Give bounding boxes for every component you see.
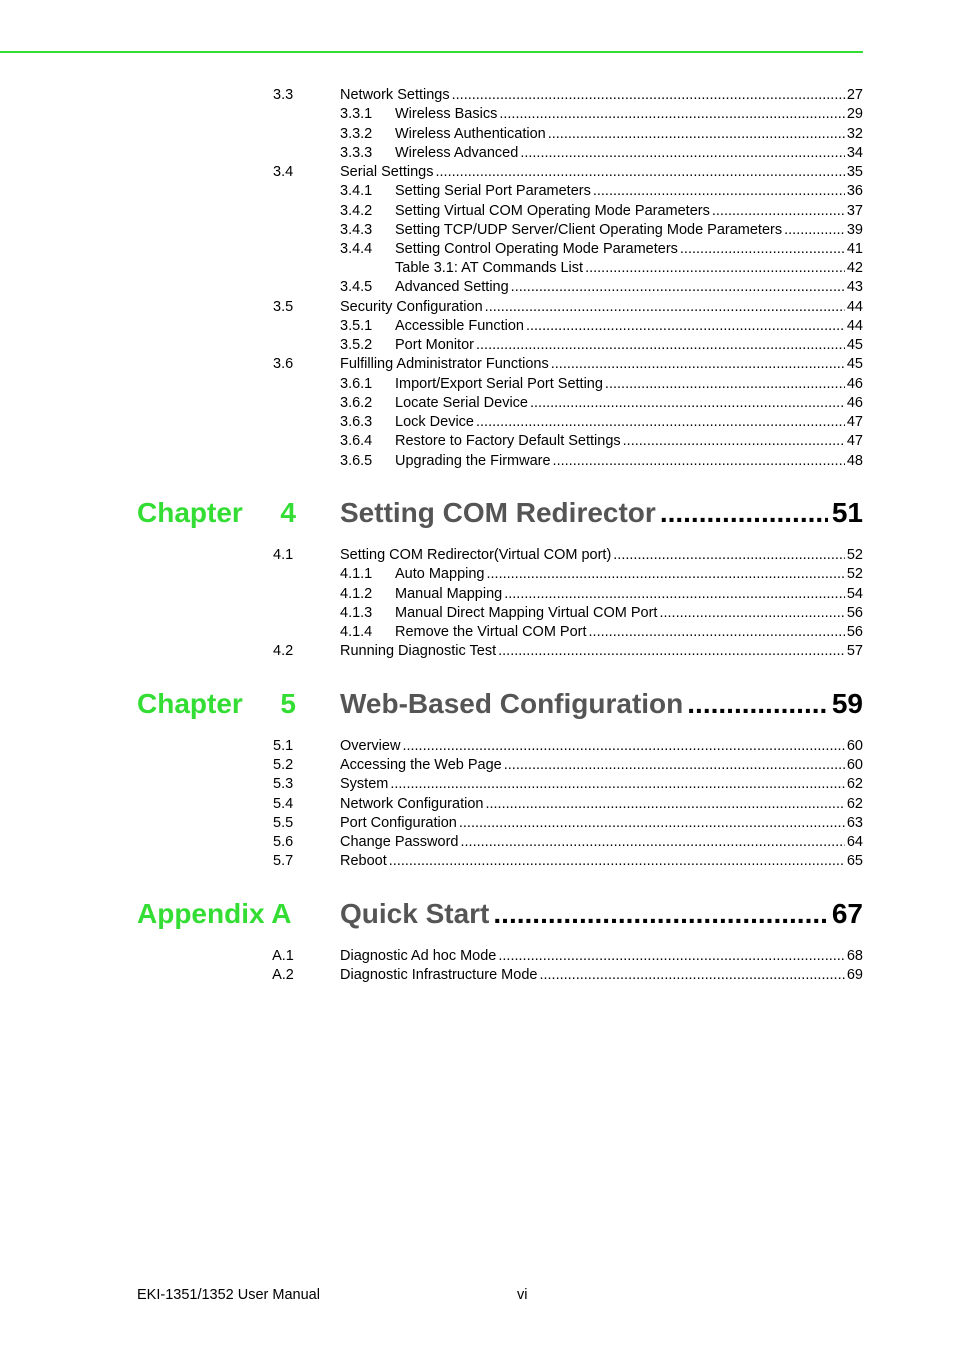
toc-entry[interactable]	[0, 947, 863, 966]
entry-title: Network Settings	[340, 87, 450, 103]
dot-leader	[390, 775, 845, 794]
entry-title: Network Configuration	[340, 796, 484, 812]
dot-leader	[593, 182, 845, 201]
chapter-title: Web-Based Configuration	[340, 688, 684, 719]
entry-page: 37	[846, 203, 863, 219]
entry-title: Wireless Basics	[395, 106, 498, 122]
dot-leader	[526, 317, 845, 336]
toc-entry[interactable]	[0, 355, 863, 374]
entry-title: Manual Direct Mapping Virtual COM Port	[395, 605, 658, 621]
toc-entry[interactable]	[0, 814, 863, 833]
toc-entry[interactable]	[0, 144, 863, 163]
entry-title: Reboot	[340, 853, 387, 869]
entry-page: 44	[846, 299, 863, 315]
entry-title: Advanced Setting	[395, 279, 509, 295]
dot-leader	[485, 795, 844, 814]
entry-title: Overview	[340, 738, 401, 754]
dot-leader	[459, 814, 845, 833]
dot-leader	[712, 202, 845, 221]
entry-title: Wireless Authentication	[395, 126, 546, 142]
entry-number: 5.3	[273, 776, 294, 792]
entry-number: 3.4.2	[340, 203, 373, 219]
entry-number: 3.6.3	[340, 414, 373, 430]
entry-title: Upgrading the Firmware	[395, 453, 551, 469]
entry-page: 47	[846, 414, 863, 430]
entry-number: 3.3.2	[340, 126, 373, 142]
entry-number: 4.1	[273, 547, 294, 563]
toc-entry[interactable]	[0, 642, 863, 661]
toc-entry[interactable]	[0, 394, 863, 413]
toc-entry[interactable]	[0, 336, 863, 355]
entry-page: 62	[846, 796, 863, 812]
entry-page: 29	[846, 106, 863, 122]
dot-leader	[553, 452, 845, 471]
dot-leader	[499, 105, 845, 124]
footer-manual-title: EKI-1351/1352 User Manual	[137, 1287, 320, 1303]
entry-number: 4.1.2	[340, 586, 373, 602]
entry-title: Auto Mapping	[395, 566, 485, 582]
toc-entry[interactable]	[0, 317, 863, 336]
entry-number: 3.6	[273, 356, 294, 372]
entry-title: Setting Serial Port Parameters	[395, 183, 591, 199]
toc-entry[interactable]	[0, 278, 863, 297]
entry-title: Diagnostic Ad hoc Mode	[340, 948, 497, 964]
toc-entry[interactable]	[0, 240, 863, 259]
entry-page: 63	[846, 815, 863, 831]
dot-leader	[680, 240, 845, 259]
dot-leader	[498, 642, 845, 661]
chapter-number: 5	[280, 688, 296, 719]
entry-title: Port Configuration	[340, 815, 457, 831]
dot-leader	[511, 278, 845, 297]
dot-leader	[476, 336, 845, 355]
dot-leader	[452, 86, 845, 105]
toc-entry[interactable]	[0, 604, 863, 623]
toc-entry[interactable]	[0, 413, 863, 432]
dot-leader	[548, 125, 845, 144]
entry-page: 44	[846, 318, 863, 334]
entry-title: Serial Settings	[340, 164, 434, 180]
toc-entry[interactable]	[0, 623, 863, 642]
entry-page: 39	[846, 222, 863, 238]
dot-leader	[585, 259, 845, 278]
entry-number: 4.1.1	[340, 566, 373, 582]
entry-page: 56	[846, 624, 863, 640]
entry-number: 3.3.3	[340, 145, 373, 161]
entry-page: 60	[846, 757, 863, 773]
toc-entry[interactable]	[0, 795, 863, 814]
toc-entry[interactable]	[0, 298, 863, 317]
entry-title: Lock Device	[395, 414, 474, 430]
toc-entry[interactable]	[0, 852, 863, 871]
toc-entry[interactable]	[0, 125, 863, 144]
chapter-page: 59	[831, 688, 863, 719]
entry-title: Restore to Factory Default Settings	[395, 433, 621, 449]
toc-entry[interactable]	[0, 737, 863, 756]
dot-leader	[551, 355, 845, 374]
entry-page: 47	[846, 433, 863, 449]
entry-page: 43	[846, 279, 863, 295]
entry-number: 5.1	[273, 738, 294, 754]
dot-leader	[539, 966, 844, 985]
entry-title: Diagnostic Infrastructure Mode	[340, 967, 538, 983]
entry-page: 35	[846, 164, 863, 180]
entry-page: 68	[846, 948, 863, 964]
entry-page: 32	[846, 126, 863, 142]
dot-leader	[659, 604, 844, 623]
appendix-heading[interactable]	[0, 896, 863, 932]
toc-entry[interactable]	[0, 375, 863, 394]
entry-number: 3.3.1	[340, 106, 373, 122]
chapter-label: Chapter	[137, 497, 243, 528]
dot-leader	[504, 756, 845, 775]
entry-number: 3.5	[273, 299, 294, 315]
entry-number: 5.5	[273, 815, 294, 831]
toc-entry[interactable]	[0, 585, 863, 604]
entry-title: Accessible Function	[395, 318, 524, 334]
entry-number: 3.4.5	[340, 279, 373, 295]
entry-number: 3.6.4	[340, 433, 373, 449]
entry-page: 34	[846, 145, 863, 161]
dot-leader	[530, 394, 845, 413]
entry-page: 52	[846, 566, 863, 582]
entry-title: Setting Control Operating Mode Parameters	[395, 241, 678, 257]
entry-title: Change Password	[340, 834, 459, 850]
dot-leader	[589, 623, 845, 642]
entry-title: System	[340, 776, 389, 792]
dot-leader	[784, 221, 845, 240]
entry-title: Fulfilling Administrator Functions	[340, 356, 549, 372]
toc-entry[interactable]	[0, 182, 863, 201]
entry-title: Setting Virtual COM Operating Mode Parameters	[395, 203, 710, 219]
entry-number: 3.6.5	[340, 453, 373, 469]
toc-entry[interactable]	[0, 775, 863, 794]
entry-number: 3.6.1	[340, 376, 373, 392]
entry-title: Setting COM Redirector(Virtual COM port)	[340, 547, 612, 563]
entry-number: 4.1.4	[340, 624, 373, 640]
entry-title: Wireless Advanced	[395, 145, 519, 161]
entry-title: Port Monitor	[395, 337, 474, 353]
toc-entry[interactable]	[0, 966, 863, 985]
entry-number: 5.4	[273, 796, 294, 812]
dot-leader	[389, 852, 845, 871]
entry-number: 3.3	[273, 87, 294, 103]
toc-entry[interactable]	[0, 86, 863, 105]
chapter-page: 51	[831, 497, 863, 528]
entry-number: A.1	[272, 948, 294, 964]
entry-page: 48	[846, 453, 863, 469]
entry-title: Setting TCP/UDP Server/Client Operating Mode Parameters	[395, 222, 783, 238]
entry-page: 36	[846, 183, 863, 199]
entry-page: 69	[846, 967, 863, 983]
footer-page-number: vi	[517, 1287, 528, 1303]
dot-leader	[660, 495, 828, 531]
entry-title: Locate Serial Device	[395, 395, 528, 411]
entry-title: Running Diagnostic Test	[340, 643, 497, 659]
dot-leader	[476, 413, 845, 432]
entry-number: 5.2	[273, 757, 294, 773]
entry-title: Table 3.1: AT Commands List	[395, 260, 584, 276]
dot-leader	[623, 432, 845, 451]
dot-leader	[493, 896, 827, 932]
entry-number: 3.4.1	[340, 183, 373, 199]
chapter-heading[interactable]	[0, 495, 863, 531]
toc-entry[interactable]	[0, 105, 863, 124]
entry-title: Security Configuration	[340, 299, 483, 315]
entry-page: 46	[846, 395, 863, 411]
entry-page: 45	[846, 337, 863, 353]
entry-number: 3.6.2	[340, 395, 373, 411]
entry-number: 3.4.4	[340, 241, 373, 257]
dot-leader	[402, 737, 844, 756]
entry-page: 45	[846, 356, 863, 372]
dot-leader	[520, 144, 845, 163]
entry-number: 3.5.1	[340, 318, 373, 334]
entry-page: 57	[846, 643, 863, 659]
entry-number: 5.6	[273, 834, 294, 850]
chapter-number: 4	[280, 497, 296, 528]
dot-leader	[498, 947, 844, 966]
entry-title: Accessing the Web Page	[340, 757, 502, 773]
chapter-label: Chapter	[137, 688, 243, 719]
toc-entry[interactable]	[0, 163, 863, 182]
toc-entry[interactable]	[0, 432, 863, 451]
dot-leader	[504, 585, 845, 604]
appendix-page: 67	[831, 898, 863, 929]
entry-number: 5.7	[273, 853, 294, 869]
toc-entry[interactable]	[0, 221, 863, 240]
dot-leader	[613, 546, 845, 565]
dot-leader	[485, 298, 845, 317]
dot-leader	[436, 163, 845, 182]
toc-entry[interactable]	[0, 202, 863, 221]
entry-page: 56	[846, 605, 863, 621]
entry-number: 3.5.2	[340, 337, 373, 353]
entry-title: Manual Mapping	[395, 586, 503, 602]
entry-page: 46	[846, 376, 863, 392]
dot-leader	[605, 375, 845, 394]
entry-page: 64	[846, 834, 863, 850]
entry-page: 41	[846, 241, 863, 257]
dot-leader	[687, 686, 828, 722]
toc-entry[interactable]	[0, 452, 863, 471]
chapter-heading[interactable]	[0, 686, 863, 722]
appendix-label: Appendix A	[137, 898, 292, 929]
entry-page: 62	[846, 776, 863, 792]
dot-leader	[486, 565, 844, 584]
entry-page: 60	[846, 738, 863, 754]
entry-page: 65	[846, 853, 863, 869]
entry-number: 3.4	[273, 164, 294, 180]
chapter-title: Setting COM Redirector	[340, 497, 656, 528]
toc-entry[interactable]	[0, 546, 863, 565]
entry-page: 27	[846, 87, 863, 103]
header-rule	[0, 51, 863, 53]
entry-page: 52	[846, 547, 863, 563]
toc-entry[interactable]	[0, 756, 863, 775]
dot-leader	[461, 833, 845, 852]
entry-number: 4.1.3	[340, 605, 373, 621]
entry-page: 54	[846, 586, 863, 602]
entry-number: 4.2	[273, 643, 294, 659]
toc-entry[interactable]	[0, 259, 863, 278]
toc-entry[interactable]	[0, 565, 863, 584]
entry-number: 3.4.3	[340, 222, 373, 238]
entry-title: Import/Export Serial Port Setting	[395, 376, 603, 392]
entry-title: Remove the Virtual COM Port	[395, 624, 587, 640]
entry-number: A.2	[272, 967, 294, 983]
entry-page: 42	[846, 260, 863, 276]
toc-entry[interactable]	[0, 833, 863, 852]
appendix-title: Quick Start	[340, 898, 490, 929]
